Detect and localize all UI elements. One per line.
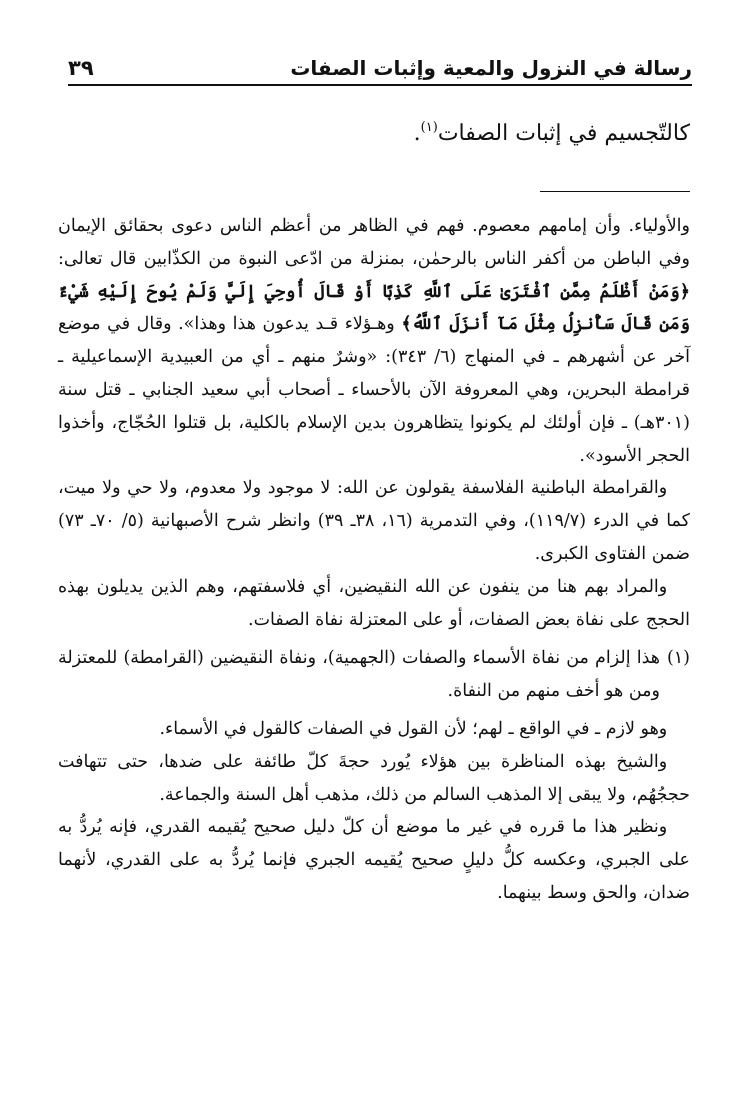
footnote-paragraph-munazara: والشيخ بهذه المناظرة بين هؤلاء يُورد حجةَ كلّ طائفة على ضدها، حتى تتهافت حججُهُم، ولا يبقى إلا المذهب السالم من ذلك، مذهب أهل السنة والجماعة. [58, 751, 690, 805]
quran-verse: ﴿وَمَنْ أَظْلَمُ مِمَّنِ ٱفْتَرَىٰ عَلَى ٱللَّهِ كَذِبًا أَوْ قَالَ أُوحِيَ إِلَيَّ وَلَمْ يُوحَ إِلَيْهِ شَيْءٌ وَمَن قَالَ سَأُنزِلُ مِثْلَ مَآ أَنزَلَ ٱللَّهُ﴾ [58, 281, 690, 335]
page-header [68, 44, 692, 86]
footnote-paragraph-qaramita: والقرامطة الباطنية الفلاسفة يقولون عن الله: لا موجود ولا معدوم، ولا حي ولا ميت، كما في الدرء (١١٩/٧)، وفي التدمرية (١٦، ٣٨ـ ٣٩) وانظر شرح الأصبهانية (٥/ ٧٠ـ ٧٣) ضمن الفتاوى الكبرى. [58, 478, 690, 564]
main-text-end: . [413, 121, 421, 146]
footnote-1 [58, 642, 690, 708]
main-text [68, 108, 690, 154]
page-number: ٣٩ [68, 56, 94, 80]
running-title: رسالة في النزول والمعية وإثبات الصفات [290, 56, 692, 80]
main-text-body: كالتّجسيم في إثبات الصفات [437, 121, 690, 146]
footnotes-section [58, 210, 690, 910]
continuation-text-before: والأولياء. وأن إمامهم معصوم. فهم في الظاهر من أعظم الناس دعوى بحقائق الإيمان وفي الباطن من أكفر الناس بالرحمٰن، بمنزلة من ادّعى النبوة من الكذّابين قال تعالى: [58, 216, 690, 269]
footnote-marker: (١) [666, 648, 690, 669]
footnote-reference: (١) [420, 120, 438, 135]
continuation-text-after: وهـؤلاء قـد يدعون هذا وهذا». وقال في موضع آخر عن أشهرهم ـ في المنهاج (٦/ ٣٤٣): «وشرٌ منهم ـ أي من العبيدية الإسماعيلية ـ قرامطة البحرين، وهي المعروفة الآن بالأحساء ـ أصحاب أبي سعيد الجنابي ـ قتل سنة (٣٠١هـ) ـ فإن أولئك لم يكونوا يتظاهرون بدين الإسلام بالكلية، بل قتلوا الحُجّاج، وأخذوا الحجر الأسود». [58, 314, 690, 466]
footnote-separator [540, 191, 690, 192]
footnote-paragraph-lazim: وهو لازم ـ في الواقع ـ لهم؛ لأن القول في الصفات كالقول في الأسماء. [159, 718, 668, 739]
footnote-paragraph-nazir: ونظير هذا ما قرره في غير ما موضع أن كلّ دليل صحيح يُقيمه القدري، فإنه يُردُّ به على الجبري، وعكسه كلُّ دليلٍ صحيح يُقيمه الجبري فإنما يُردُّ به على القدري، لأنهما ضدان، والحق وسط بينهما. [58, 817, 690, 903]
footnote-continuation [58, 210, 690, 472]
footnote-1-text: هذا إلزام من نفاة الأسماء والصفات (الجهمية)، ونفاة النقيضين (القرامطة) للمعتزلة ومن هو أخف منهم من النفاة. [58, 648, 660, 702]
footnote-paragraph-meaning: والمراد بهم هنا من ينفون عن الله النقيضين، أي فلاسفتهم، وهم الذين يديلون بهذه الحجج على نفاة بعض الصفات، أو على المعتزلة نفاة الصفات. [58, 576, 690, 630]
